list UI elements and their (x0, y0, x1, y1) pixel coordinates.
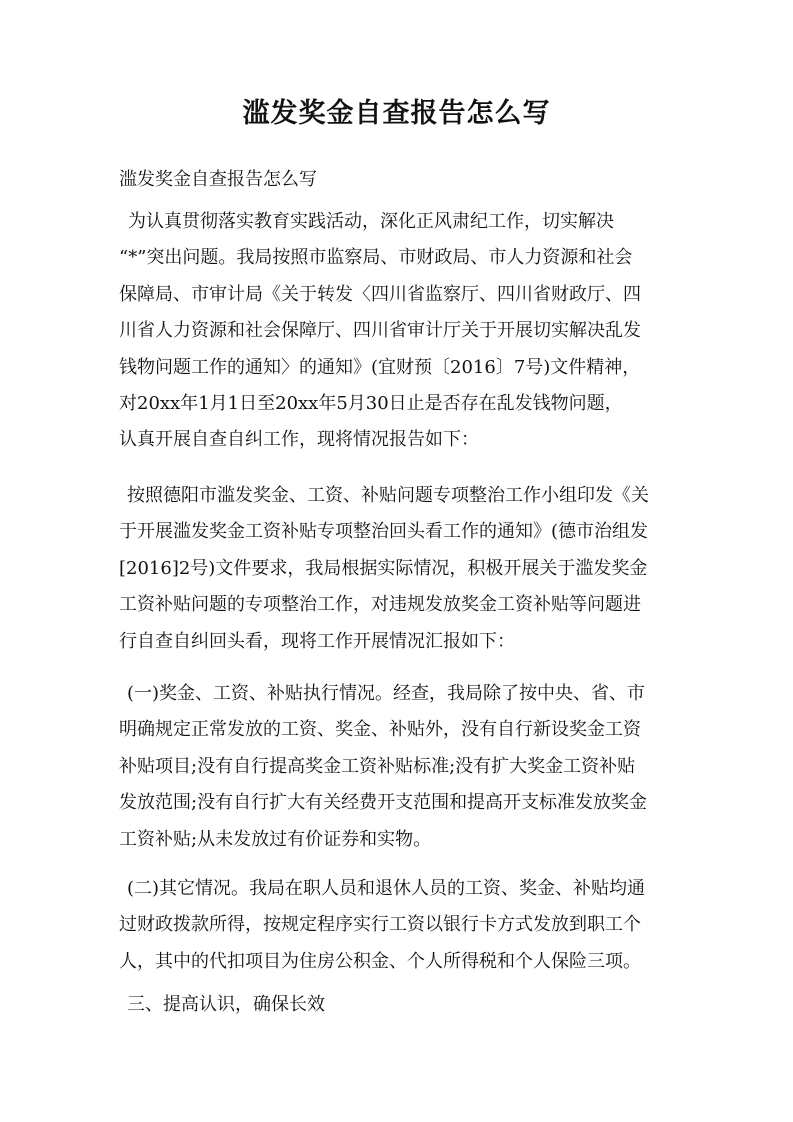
paragraph-line: 川省人力资源和社会保障厅、四川省审计厅关于开展切实解决乱发 (119, 320, 641, 342)
paragraph-requirements (119, 478, 679, 660)
paragraph-line: 明确规定正常发放的工资、奖金、补贴外，没有自行新设奖金工资 (119, 719, 641, 741)
paragraph-line: 按照德阳市滥发奖金、工资、补贴问题专项整治工作小组印发《关 (127, 485, 649, 506)
heading-line: 三、提高认识，确保长效 (127, 994, 325, 1015)
paragraph-line: 于开展滥发奖金工资补贴专项整治回头看工作的通知》(德市治组发 (119, 521, 649, 543)
paragraph-intro (119, 204, 679, 459)
paragraph-line: 认真开展自查自纠工作，现将情况报告如下： (119, 429, 479, 451)
paragraph-line: 对20xx年1月1日至20xx年5月30日止是否存在乱发钱物问题， (119, 392, 623, 414)
paragraph-line: (一)奖金、工资、补贴执行情况。经查，我局除了按中央、省、市 (127, 683, 646, 704)
paragraph-line: 人，其中的代扣项目为住房公积金、个人所得税和个人保险三项。 (119, 950, 641, 972)
paragraph-line: 行自查自纠回头看，现将工作开展情况汇报如下： (119, 630, 515, 652)
paragraph-line: 工资补贴;从未发放过有价证券和实物。 (119, 828, 432, 850)
paragraph-line: [2016]2号)文件要求，我局根据实际情况，积极开展关于滥发奖金 (119, 557, 648, 579)
paragraph-line: 钱物问题工作的通知〉的通知》(宜财预〔2016〕7号)文件精神， (119, 356, 641, 378)
paragraph-section-2 (119, 871, 679, 980)
document-subtitle: 滥发奖金自查报告怎么写 (119, 169, 317, 190)
paragraph-line: 保障局、市审计局《关于转发〈四川省监察厅、四川省财政厅、四 (119, 283, 641, 305)
paragraph-line: 过财政拨款所得，按规定程序实行工资以银行卡方式发放到职工个 (119, 914, 641, 936)
paragraph-section-1 (119, 676, 679, 858)
paragraph-line: 发放范围;没有自行扩大有关经费开支范围和提高开支标准发放奖金 (119, 792, 648, 814)
paragraph-line: 为认真贯彻落实教育实践活动，深化正风肃纪工作，切实解决 (128, 211, 614, 232)
document-title: 滥发奖金自查报告怎么写 (242, 98, 551, 129)
paragraph-line: “*”突出问题。我局按照市监察局、市财政局、市人力资源和社会 (119, 247, 633, 269)
paragraph-line: 工资补贴问题的专项整治工作，对违规发放奖金工资补贴等问题进 (119, 594, 641, 616)
paragraph-line: 补贴项目;没有自行提高奖金工资补贴标准;没有扩大奖金工资补贴 (119, 755, 636, 777)
section-heading-3 (119, 987, 679, 1023)
paragraph-line: (二)其它情况。我局在职人员和退休人员的工资、奖金、补贴均通 (127, 878, 646, 899)
